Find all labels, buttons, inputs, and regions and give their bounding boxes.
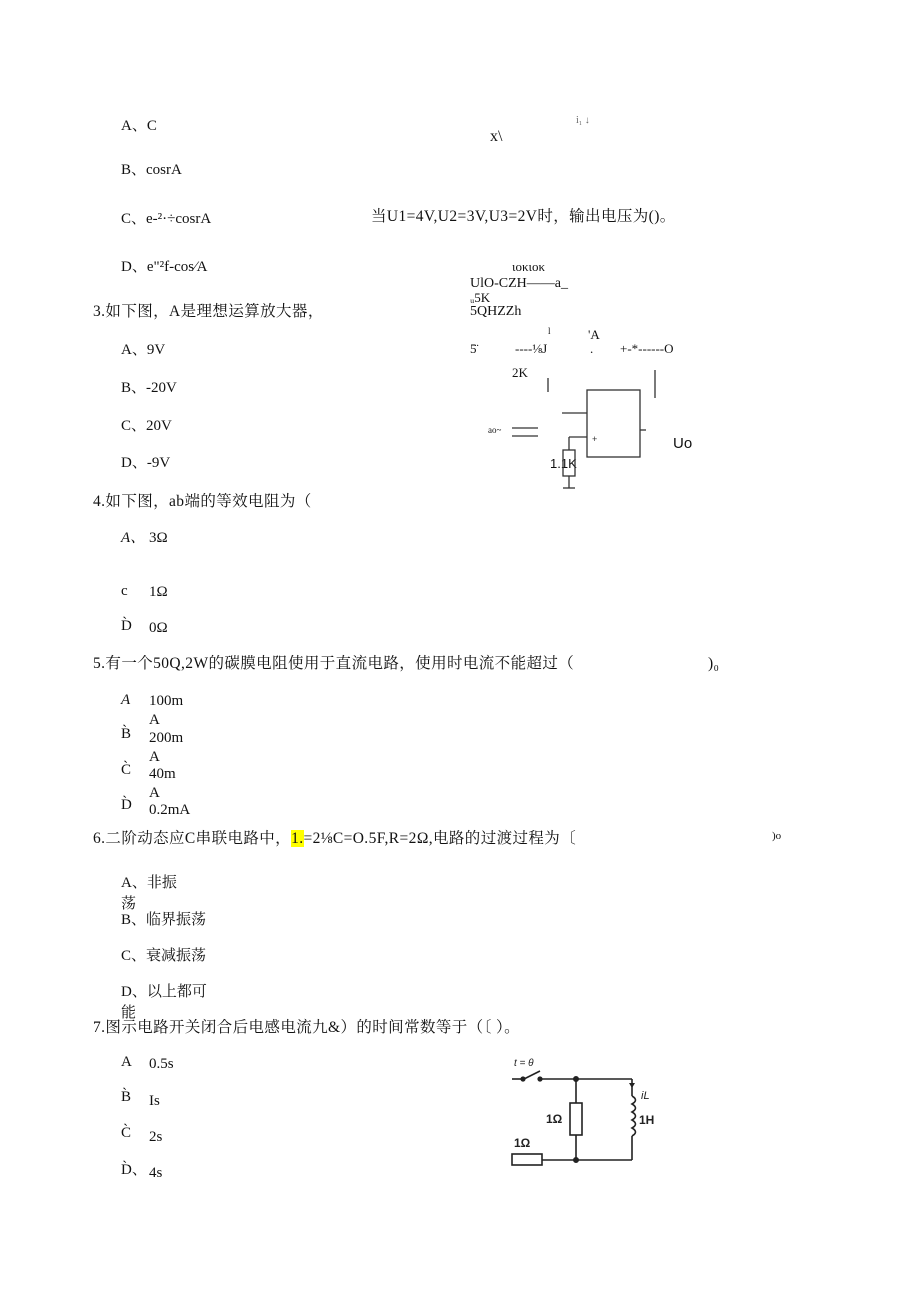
q2-option-c: C、e-²·÷cosrA: [121, 211, 212, 227]
q6-stem-highlight: 1.: [291, 830, 304, 847]
q7-option-d-value: 4s: [149, 1165, 163, 1181]
q5-stem: 5.有一个50Q,2W的碳膜电阻使用于直流电路，使用时电流不能超过（: [93, 655, 575, 672]
q5-option-c-letter: C̀: [121, 762, 132, 778]
q6-tail: )o: [772, 830, 782, 842]
q6-option-c: C、衰减振荡: [121, 948, 207, 964]
rl-switch-label: t = θ: [514, 1058, 534, 1069]
opamp-label-u1: UlO-CZH——a_: [470, 276, 568, 291]
q5-tail: )₀: [708, 655, 720, 672]
q5-option-d-letter: D̀: [121, 797, 132, 813]
circuit-question-text: 当U1=4V,U2=3V,U3=2V时，输出电压为()。: [371, 208, 676, 225]
q4-option-d-value: 0Ω: [149, 620, 168, 636]
opamp-label-dot: .: [590, 341, 594, 356]
opamp-label-top: ιoκιoκ: [512, 259, 546, 274]
opamp-label-u2: 5QHZZh: [470, 304, 522, 319]
q6-option-d-wrap: 能: [121, 1005, 137, 1021]
q4-option-a-value: 3Ω: [149, 530, 168, 546]
opamp-label-1-1k: 1.1K: [550, 456, 577, 471]
q6-option-a: A、非振: [121, 875, 177, 891]
opamp-label-wire: ----⅛J: [515, 341, 548, 356]
q3-option-a: A、9V: [121, 342, 166, 358]
q6-option-a-wrap: 荡: [121, 896, 137, 912]
q4-option-c-value: 1Ω: [149, 584, 168, 600]
q2-option-d: D、e"²f-cos⁄A: [121, 259, 208, 275]
opamp-label-uo: Uo: [673, 435, 693, 452]
q4-stem: 4.如下图，ab端的等效电阻为（: [93, 493, 312, 510]
q6-option-d: D、以上都可: [121, 984, 207, 1000]
opamp-label-u3: 5̈: [470, 341, 477, 356]
q2-option-b: B、cosrA: [121, 162, 182, 178]
q2-option-a: A、C: [121, 118, 157, 134]
opamp-label-output: +-*------O: [620, 341, 674, 356]
q3-option-b: B、-20V: [121, 380, 177, 396]
q6-stem-post: =2⅛C=O.5F,R=2Ω,电路的过渡过程为〔: [303, 830, 577, 847]
q7-option-a-letter: A: [121, 1054, 132, 1070]
q5-option-b-unit: A: [149, 749, 160, 765]
q5-option-a-letter: A: [121, 692, 131, 708]
q7-option-b-value: Is: [149, 1093, 160, 1109]
q3-option-c: C、20V: [121, 418, 172, 434]
q7-option-b-letter: B̀: [121, 1089, 132, 1105]
q2-figure-current: i₁ ↓: [576, 115, 590, 126]
rl-l-label: 1H: [639, 1113, 655, 1127]
opamp-label-5k: ᵤ5K: [470, 290, 491, 305]
rl-r1-label: 1Ω: [546, 1112, 563, 1126]
rl-r2-label: 1Ω: [514, 1136, 531, 1150]
q2-figure-label: x\: [490, 128, 503, 145]
q5-option-c-unit: A: [149, 785, 160, 801]
q6-stem-pre: 6.二阶动态应C串联电路中，: [93, 830, 292, 847]
opamp-label-l: l: [548, 326, 551, 336]
q7-option-a-value: 0.5s: [149, 1056, 174, 1072]
rl-current-label: iL: [641, 1090, 650, 1102]
q5-option-b-letter: B̀: [121, 726, 132, 742]
opamp-label-ao: ao~: [488, 425, 502, 435]
q6-option-b: B、临界振荡: [121, 912, 207, 928]
q4-option-c-letter: c: [121, 583, 128, 599]
q5-option-b-value: 200m: [149, 730, 184, 746]
q3-stem: 3.如下图，A是理想运算放大器，: [93, 303, 324, 320]
q3-option-d: D、-9V: [121, 455, 171, 471]
q7-option-c-letter: C̀: [121, 1125, 132, 1141]
opamp-label-2k: 2K: [512, 365, 528, 380]
q5-option-a-unit: A: [149, 712, 160, 728]
q7-stem: 7.图示电路开关闭合后电感电流九&）的时间常数等于（〔 ）。: [93, 1019, 521, 1036]
q4-option-d-letter: D̀: [121, 618, 132, 634]
q4-option-a-letter: A、: [121, 530, 146, 546]
svg-text:+: +: [592, 434, 598, 444]
q7-option-d-letter: D̀、: [121, 1162, 147, 1178]
q7-option-c-value: 2s: [149, 1129, 163, 1145]
opamp-label-a: 'A: [588, 327, 600, 342]
q5-option-d-value: 0.2mA: [149, 802, 191, 818]
q5-option-a-value: 100m: [149, 693, 184, 709]
q5-option-c-value: 40m: [149, 766, 176, 782]
